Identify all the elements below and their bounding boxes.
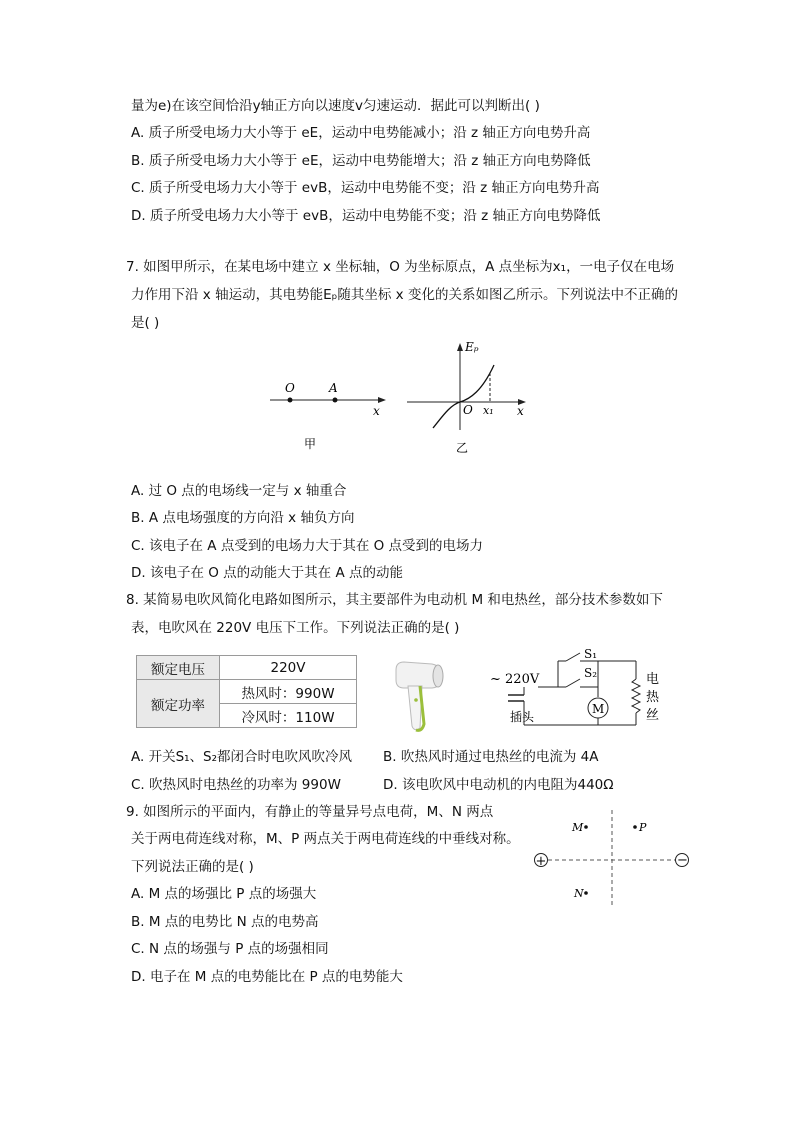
- rated-voltage-label: 额定电压: [137, 656, 220, 680]
- q6-option-c: C. 质子所受电场力大小等于 evB，运动中电势能不变；沿 z 轴正方向电势升高: [131, 180, 600, 196]
- label-M: M: [572, 821, 584, 834]
- q9-stem-line-3: 下列说法正确的是( ): [131, 859, 254, 875]
- q8-option-d: D. 该电吹风中电动机的内电阻为440Ω: [383, 777, 614, 793]
- q6-option-a: A. 质子所受电场力大小等于 eE，运动中电势能减小；沿 z 轴正方向电势升高: [131, 125, 591, 141]
- ep-curve: [433, 365, 494, 428]
- hot-wind-power: 热风时：990W: [220, 680, 357, 704]
- q7-option-c: C. 该电子在 A 点受到的电场力大于其在 O 点受到的电场力: [131, 538, 484, 554]
- point-A: [333, 398, 338, 403]
- q8-option-a: A. 开关S₁、S₂都闭合时电吹风吹冷风: [131, 749, 353, 765]
- heater-char-1: 电: [646, 672, 660, 687]
- rated-voltage-value: 220V: [220, 656, 357, 680]
- rated-power-label: 额定功率: [137, 680, 220, 728]
- point-M: [584, 825, 588, 829]
- q9-option-c: C. N 点的场强与 P 点的场强相同: [131, 941, 329, 957]
- caption-jia: 甲: [304, 437, 317, 451]
- q7-option-b: B. A 点电场强度的方向沿 x 轴负方向: [131, 510, 355, 526]
- q9-stem-line-2: 关于两电荷连线对称，M、P 两点关于两电荷连线的中垂线对称。: [131, 831, 520, 847]
- q6-option-b: B. 质子所受电场力大小等于 eE，运动中电势能增大；沿 z 轴正方向电势降低: [131, 153, 591, 169]
- point-O: [288, 398, 293, 403]
- point-N: [584, 891, 588, 895]
- label-Ep: Eₚ: [465, 340, 479, 354]
- heater-char-2: 热: [646, 690, 660, 705]
- point-P: [633, 825, 637, 829]
- label-O: O: [285, 381, 295, 395]
- minus-sign: −: [677, 853, 688, 868]
- q7-option-d: D. 该电子在 O 点的动能大于其在 A 点的动能: [131, 565, 404, 581]
- label-N: N: [574, 887, 584, 900]
- q9-figure: [530, 805, 695, 915]
- plus-sign: +: [535, 854, 547, 869]
- q8-stem-line-1: 8. 某简易电吹风简化电路如图所示，其主要部件为电动机 M 和电热丝，部分技术参数如下: [126, 592, 663, 608]
- q7-stem-line-2: 力作用下沿 x 轴运动，其电势能Eₚ随其坐标 x 变化的关系如图乙所示。下列说法中不正确的: [131, 287, 678, 303]
- q9-option-b: B. M 点的电势比 N 点的电势高: [131, 914, 319, 930]
- s2-label: S₂: [584, 666, 598, 680]
- q9-option-a: A. M 点的场强比 P 点的场强大: [131, 886, 317, 902]
- q7-figure: [260, 335, 540, 460]
- spec-table: [136, 655, 357, 728]
- heater-char-3: 丝: [646, 708, 660, 723]
- switch-s1: [566, 653, 580, 661]
- label-P: P: [639, 821, 647, 834]
- q7-stem-line-3: 是( ): [131, 315, 160, 331]
- q9-option-d: D. 电子在 M 点的电势能比在 P 点的电势能大: [131, 969, 403, 985]
- q7-stem-line-1: 7. 如图甲所示，在某电场中建立 x 坐标轴，O 为坐标原点，A 点坐标为x₁，一电子仅在电场: [126, 259, 675, 275]
- q8-option-c: C. 吹热风时电热丝的功率为 990W: [131, 777, 341, 793]
- q8-stem-line-2: 表，电吹风在 220V 电压下工作。下列说法正确的是( ): [131, 620, 460, 636]
- s1-label: S₁: [584, 647, 598, 661]
- source-label: ~ 220V: [490, 672, 540, 687]
- label-O2: O: [463, 403, 473, 417]
- q8-option-b: B. 吹热风时通过电热丝的电流为 4A: [383, 749, 599, 765]
- motor-label: M: [592, 702, 605, 716]
- plug-label: 插头: [510, 710, 535, 724]
- heater-wire: [632, 679, 640, 713]
- label-A: A: [329, 381, 338, 395]
- label-x-yi: x: [517, 404, 524, 418]
- q6-stem-tail: 量为e)在该空间恰沿y轴正方向以速度v匀速运动．据此可以判断出( ): [131, 98, 540, 114]
- circuit-diagram: [488, 645, 673, 735]
- q6-option-d: D. 质子所受电场力大小等于 evB，运动中电势能不变；沿 z 轴正方向电势降低: [131, 208, 601, 224]
- hair-dryer-image: [390, 660, 450, 735]
- q9-stem-line-1: 9. 如图所示的平面内，有静止的等量异号点电荷，M、N 两点: [126, 804, 494, 820]
- label-x1: x₁: [483, 404, 494, 417]
- label-x-jia: x: [373, 404, 380, 418]
- switch-s2: [566, 679, 580, 687]
- caption-yi: 乙: [456, 441, 469, 455]
- cold-wind-power: 冷风时：110W: [220, 704, 357, 728]
- q7-option-a: A. 过 O 点的电场线一定与 x 轴重合: [131, 483, 347, 499]
